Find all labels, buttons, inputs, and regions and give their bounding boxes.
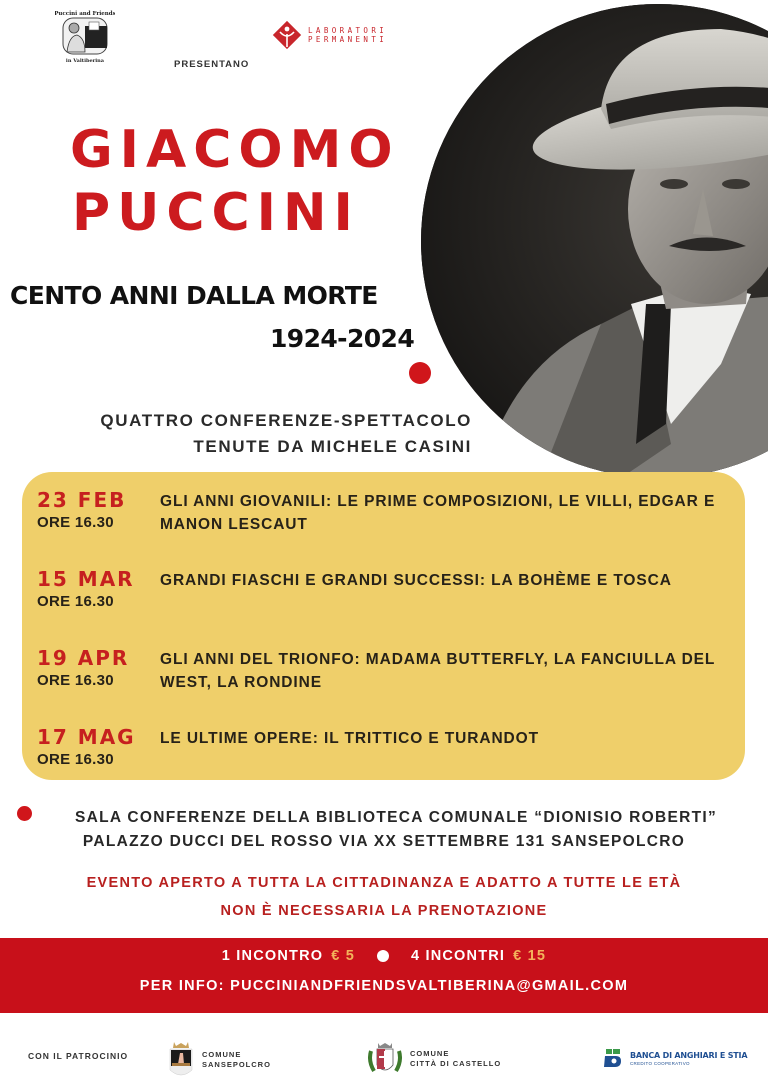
event-description: LE ULTIME OPERE: IL TRITTICO E TURANDOT [160,730,539,747]
diamond-logo-icon [272,20,302,50]
event-date: 15 MAR [37,567,135,591]
contact-email[interactable]: PER INFO: PUCCINIANDFRIENDSVALTIBERINA@GMAIL.COM [139,978,629,994]
event-description: GRANDI FIASCHI E GRANDI SUCCESSI: LA BOHÈME E TOSCA [160,572,672,589]
patronage-label: CON IL PATROCINIO [28,1051,129,1061]
venue-name: SALA CONFERENZE DELLA BIBLIOTECA COMUNALE “DIONISIO ROBERTI” [74,809,718,826]
single-price: € 5 [331,948,355,964]
sansepolcro-crest-icon [168,1040,194,1080]
logo-line2: PERMANENTI [308,35,388,44]
pricing-band [0,938,768,1013]
no-booking-note: NON È NECESSARIA LA PRENOTAZIONE [220,903,548,919]
event-description: GLI ANNI GIOVANILI: LE PRIME COMPOSIZIONI, LE VILLI, EDGAR E MANON LESCAUT [160,493,716,533]
open-event-note: EVENTO APERTO A TUTTA LA CITTADINANZA E ADATTO A TUTTE LE ETÀ [86,875,682,891]
intro-line-1: QUATTRO CONFERENZE-SPETTACOLO [100,411,472,430]
event-time: ORE 16.30 [37,514,114,531]
sponsor-line2: CITTÀ DI CASTELLO [410,1059,502,1068]
bundle-label: 4 INCONTRI [410,948,506,964]
intro-line-2: TENUTE DA MICHELE CASINI [193,437,472,456]
pricing-line [0,948,768,964]
sponsor-sansepolcro [168,1040,271,1080]
citta-di-castello-crest-icon [368,1041,402,1077]
venue-address: PALAZZO DUCCI DEL ROSSO VIA XX SETTEMBRE 131 SANSEPOLCRO [82,833,686,850]
sponsor-line2: SANSEPOLCRO [202,1060,271,1069]
presents-label: PRESENTANO [174,59,250,70]
portrait-photo-icon [421,4,768,478]
sponsor-line1: COMUNE [202,1050,242,1059]
puccini-and-friends-logo [55,8,115,64]
bundle-price: € 15 [513,948,547,964]
svg-text:in Valtiberina: in Valtiberina [65,58,105,64]
event-description: GLI ANNI DEL TRIONFO: MADAMA BUTTERFLY, LA FANCIULLA DEL WEST, LA RONDINE [160,651,715,691]
single-label: 1 INCONTRO [221,948,324,964]
subtitle: CENTO ANNI DALLA MORTE [10,281,378,310]
sponsor-citta-di-castello [368,1041,501,1077]
puccini-portrait [421,4,768,478]
svg-text:Puccini and Friends: Puccini and Friends [55,11,115,17]
event-date: 17 MAG [37,725,136,749]
red-dot-decoration [409,362,431,384]
bank-name: BANCA DI ANGHIARI E STIA [630,1050,748,1060]
event-date: 19 APR [37,646,130,670]
event-time: ORE 16.30 [37,593,114,610]
event-date: 23 FEB [37,488,127,512]
event-time: ORE 16.30 [37,672,114,689]
pianist-logo-icon [55,8,115,64]
bank-subtitle: CREDITO COOPERATIVO [630,1060,690,1066]
laboratori-permanenti-logo [272,20,407,50]
sponsor-banca-anghiari-stia [604,1048,747,1068]
laboratori-permanenti-wordmark [308,26,387,44]
event-time: ORE 16.30 [37,751,114,768]
separator-dot-icon [377,950,389,962]
sponsor-line1: COMUNE [410,1049,450,1058]
bank-logo-icon [604,1048,622,1068]
title-first-name: GIACOMO [70,120,400,180]
logo-line1: LABORATORI [308,26,388,35]
years: 1924-2024 [270,324,415,353]
title-last-name: PUCCINI [72,183,360,243]
schedule-box [22,472,745,780]
